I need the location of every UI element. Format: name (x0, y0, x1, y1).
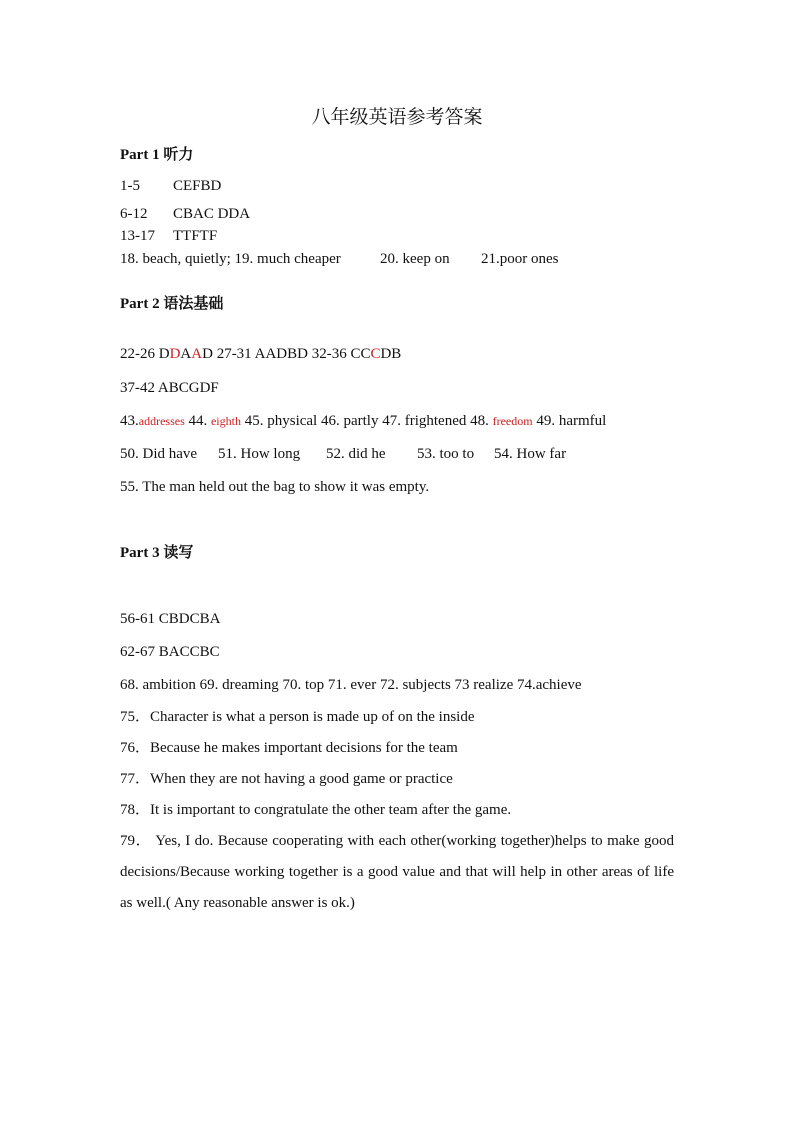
highlighted-answer: freedom (492, 414, 533, 428)
answer-20: 20. keep on (380, 251, 450, 267)
answer-segment: 49. harmful (532, 413, 607, 429)
answer-52: 52. did he (326, 446, 386, 462)
answer-segment: DB (380, 346, 402, 362)
answer-18-19: 18. beach, quietly; 19. much cheaper (120, 251, 341, 267)
answer-segment: D 27-31 AADBD 32-36 CC (202, 346, 371, 362)
answer-row-55: 55. The man held out the bag to show it was empty. (120, 479, 430, 495)
highlighted-answer: addresses (138, 414, 185, 428)
answer-row-37-42: 37-42 ABCGDF (120, 380, 219, 396)
highlighted-answer: eighth (210, 414, 241, 428)
part3-heading: Part 3 读写 (120, 545, 194, 561)
answer-number: 43. (120, 413, 139, 429)
answer-row-18-21 (120, 249, 559, 269)
page-title: 八年级英语参考答案 (311, 107, 483, 128)
answer-54: 54. How far (494, 446, 567, 462)
part2-heading: Part 2 语法基础 (120, 296, 224, 312)
answer-row-68-74: 68. ambition 69. dreaming 70. top 71. ever 72. subjects 73 realize 74.achieve (120, 677, 582, 693)
answer-text: TTFTF (173, 228, 218, 244)
part1-heading: Part 1 听力 (120, 147, 194, 163)
question-range: 1-5 (120, 178, 140, 194)
answer-row-6-12 (120, 204, 250, 224)
answer-row-76: 76．Because he makes important decisions for the team (120, 740, 458, 756)
answer-row-22-36 (120, 344, 401, 364)
highlighted-answer: D (169, 346, 181, 362)
highlighted-answer: A (191, 346, 203, 362)
answer-segment: 22-26 D (120, 346, 170, 362)
answer-text: CEFBD (173, 178, 222, 194)
answer-row-13-17 (120, 226, 217, 246)
answer-row-50-54 (120, 444, 566, 464)
answer-row-1-5 (120, 176, 221, 196)
question-range: 6-12 (120, 206, 148, 222)
answer-text: CBAC DDA (173, 206, 251, 222)
highlighted-answer: C (370, 346, 381, 362)
answer-51: 51. How long (218, 446, 301, 462)
answer-row-75: 75．Character is what a person is made up of on the inside (120, 709, 475, 725)
answer-segment: A (180, 346, 192, 362)
answer-number: 44. (184, 413, 211, 429)
answer-53: 53. too to (417, 446, 475, 462)
answer-row-56-61: 56-61 CBDCBA (120, 611, 221, 627)
answer-segment: 45. physical 46. partly 47. frightened 48. (240, 413, 493, 429)
answer-row-78: 78．It is important to congratulate the other team after the game. (120, 802, 512, 818)
answer-row-77: 77．When they are not having a good game or practice (120, 771, 453, 787)
answer-row-62-67: 62-67 BACCBC (120, 644, 220, 660)
answer-50: 50. Did have (120, 446, 198, 462)
question-range: 13-17 (120, 228, 155, 244)
answer-21: 21.poor ones (481, 251, 559, 267)
answer-row-79: 79． Yes, I do. Because cooperating with each other(working together)helps to make good decisions/Because working together is a good value and that will help in other areas of life as well.( Any reasonable answer is ok.) (120, 833, 674, 911)
answer-row-43-49 (120, 411, 606, 431)
